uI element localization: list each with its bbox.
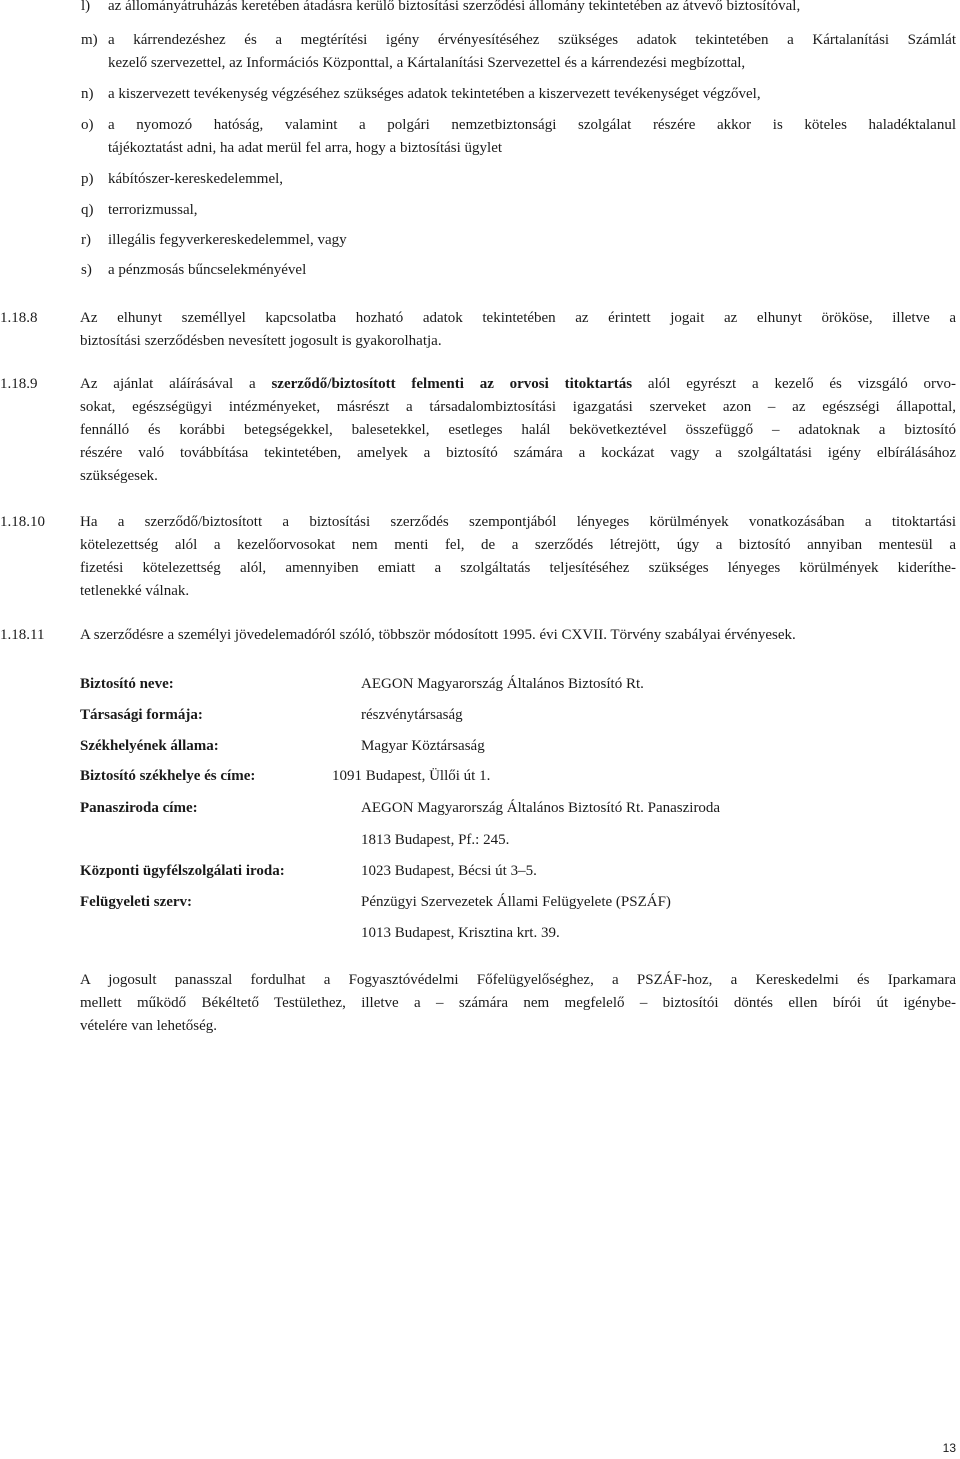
list-marker: m) bbox=[81, 32, 98, 48]
section-text bbox=[80, 373, 956, 488]
complaint-office-postal: 1813 Budapest, Pf.: 245. bbox=[361, 832, 510, 848]
text-line: mellett működő Békéltető Testülethez, illetve a – számára nem megfelelő – biztosítói döntés ellen bírói út igénybe- bbox=[80, 995, 956, 1011]
list-marker: o) bbox=[81, 117, 94, 133]
text-line: A jogosult panasszal fordulhat a Fogyasztóvédelmi Főfelügyelőséghez, a PSZÁF-hoz, a Kereskedelmi és Iparkamara bbox=[80, 972, 956, 988]
list-text bbox=[108, 229, 347, 252]
list-text bbox=[108, 199, 198, 222]
text-line: a kárrendezéshez és a megtérítési igény érvényesítéséhez szükséges adatok tekintetében a Kártalanítási Számlát bbox=[108, 32, 956, 48]
list-marker: l) bbox=[81, 0, 91, 14]
section-number: 1.18.10 bbox=[0, 514, 45, 530]
supervisor-address: 1013 Budapest, Krisztina krt. 39. bbox=[361, 925, 560, 941]
text-line: fizetési kötelezettség alól, amennyiben emiatt a szolgáltatás teljesítéséhez szükséges lényeges körülmények kideríthe- bbox=[80, 560, 956, 576]
text-line: a kiszervezett tevékenység végzéséhez szükséges adatok tekintetében a kiszervezett tevékenységet végzővel, bbox=[108, 86, 761, 102]
text-line: illegális fegyverkereskedelemmel, vagy bbox=[108, 232, 347, 248]
section-text bbox=[80, 307, 956, 353]
text-line bbox=[80, 373, 956, 396]
text-line: vételére van lehetőség. bbox=[80, 1018, 218, 1034]
section-number: 1.18.9 bbox=[0, 376, 38, 392]
text-line: fennálló és korábbi betegségekkel, balesetekkel, esetleges halál bekövetkeztével összefüggő – adatoknak a biztosító bbox=[80, 422, 956, 438]
list-text bbox=[108, 114, 956, 160]
text-line: a nyomozó hatóság, valamint a polgári nemzetbiztonsági szolgálat részére akkor is köteles haladéktalanul bbox=[108, 117, 956, 133]
customer-service-value: 1023 Budapest, Bécsi út 3–5. bbox=[361, 863, 537, 879]
page-number: 13 bbox=[942, 1441, 956, 1455]
list-marker: p) bbox=[81, 171, 94, 187]
seat-address-label: Biztosító székhelye és címe: bbox=[80, 768, 256, 784]
text-run: alól egyrészt a kezelő és vizsgáló orvo- bbox=[632, 376, 956, 392]
text-line: kezelő szervezettel, az Információs Központtal, a Kártalanítási Szervezettel és a kárrendezési megbízottal, bbox=[108, 55, 746, 71]
list-text bbox=[108, 168, 283, 191]
list-marker: n) bbox=[81, 86, 94, 102]
text-line: részére való továbbítása tekintetében, amelyek a biztosító számára a kockázat vagy a szolgáltatási igény elbírálásához bbox=[80, 445, 956, 461]
list-text bbox=[108, 29, 956, 75]
section-text bbox=[80, 511, 956, 603]
company-form-value: részvénytársaság bbox=[361, 707, 463, 723]
bold-text-run: szerződő/biztosított felmenti az orvosi titoktartás bbox=[271, 376, 633, 392]
list-marker: r) bbox=[81, 232, 91, 248]
complaint-office-label: Panasziroda címe: bbox=[80, 800, 198, 816]
insurer-name-value: AEGON Magyarország Általános Biztosító Rt. bbox=[361, 676, 644, 692]
section-text bbox=[80, 624, 956, 647]
supervisor-label: Felügyeleti szerv: bbox=[80, 894, 193, 910]
text-run: Az ajánlat aláírásával a bbox=[80, 376, 272, 392]
supervisor-value: Pénzügyi Szervezetek Állami Felügyelete (PSZÁF) bbox=[361, 894, 671, 910]
text-line: tájékoztatást adni, ha adat merül fel arra, hogy a biztosítási ügylet bbox=[108, 140, 503, 156]
section-number: 1.18.11 bbox=[0, 627, 45, 643]
insurer-name-label: Biztosító neve: bbox=[80, 676, 174, 692]
list-text bbox=[108, 83, 956, 106]
seat-state-label: Székhelyének állama: bbox=[80, 738, 219, 754]
text-line: tetlenekké válnak. bbox=[80, 583, 190, 599]
closing-paragraph bbox=[80, 969, 956, 1038]
text-line: terrorizmussal, bbox=[108, 202, 198, 218]
seat-address-value: 1091 Budapest, Üllői út 1. bbox=[332, 768, 491, 784]
list-marker: q) bbox=[81, 202, 94, 218]
text-line: kötelezettség alól a kezelőorvosokat nem menti fel, de a szerződés létrejött, úgy a biztosító annyiban mentesül a bbox=[80, 537, 956, 553]
complaint-office-value: AEGON Magyarország Általános Biztosító Rt. Panasziroda bbox=[361, 800, 721, 816]
text-line: a pénzmosás bűncselekményével bbox=[108, 262, 307, 278]
seat-state-value: Magyar Köztársaság bbox=[361, 738, 485, 754]
text-line: Az elhunyt személlyel kapcsolatba hozható adatok tekintetében az érintett jogait az elhunyt örököse, illetve a bbox=[80, 310, 956, 326]
company-form-label: Társasági formája: bbox=[80, 707, 203, 723]
list-text bbox=[108, 0, 956, 18]
customer-service-label: Központi ügyfélszolgálati iroda: bbox=[80, 863, 285, 879]
section-number: 1.18.8 bbox=[0, 310, 38, 326]
text-line: Ha a szerződő/biztosított a biztosítási szerződés szempontjából lényeges körülmények vonatkozásában a titoktartási bbox=[80, 514, 956, 530]
text-line: A szerződésre a személyi jövedelemadóról szóló, többször módosított 1995. évi CXVII. Törvény szabályai érvényesek. bbox=[80, 627, 796, 643]
text-line: biztosítási szerződésben nevesített jogosult is gyakorolhatja. bbox=[80, 333, 442, 349]
text-line: szükségesek. bbox=[80, 468, 158, 484]
text-line: az állományátruházás keretében átadásra kerülő biztosítási szerződési állomány tekintetében az átvevő biztosítóval, bbox=[108, 0, 801, 14]
text-line: kábítószer-kereskedelemmel, bbox=[108, 171, 284, 187]
list-marker: s) bbox=[81, 262, 92, 278]
text-line: sokat, egészségügyi intézményeket, másrészt a társadalombiztosítási igazgatási szerveket azon – az egészségi állapottal, bbox=[80, 399, 956, 415]
list-text bbox=[108, 259, 306, 282]
